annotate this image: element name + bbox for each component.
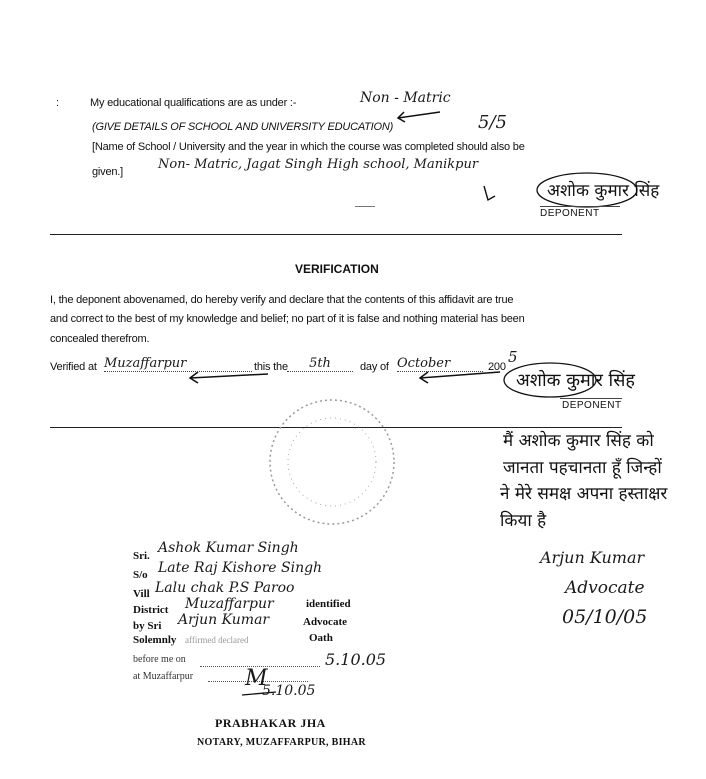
section-divider-1: [50, 234, 622, 235]
notary-designation: NOTARY, MUZAFFARPUR, BIHAR: [197, 737, 366, 748]
advocate-title: Advocate: [565, 578, 645, 598]
verified-place-value: Muzaffarpur: [104, 356, 252, 372]
qualification-label: My educational qualifications are as under :-: [90, 97, 297, 109]
advocate-name: Arjun Kumar: [540, 548, 645, 567]
signature-1-text: अशोक कुमार सिंह: [547, 181, 660, 201]
affirmed-text: affirmed declared: [185, 635, 249, 645]
verification-text-line1: I, the deponent abovenamed, do hereby verify and declare that the contents of this affidavit are true: [50, 294, 514, 306]
oath-label: Oath: [309, 632, 333, 644]
notary-name: PRABHAKAR JHA: [215, 716, 326, 730]
before-label: before me on: [133, 654, 186, 665]
advocate-date: 05/10/05: [562, 606, 648, 628]
day-of-label: day of: [360, 361, 389, 373]
given-label: given.]: [92, 166, 124, 178]
hindi-note-line3: ने मेरे समक्ष अपना हस्ताक्षर: [500, 484, 668, 504]
notary-seal: [262, 392, 402, 532]
signature-line-1: [540, 206, 620, 207]
year-suffix: 5: [508, 348, 518, 366]
signature-2-text: अशोक कुमार सिंह: [516, 370, 635, 391]
by-sri-value: Arjun Kumar: [178, 612, 270, 628]
school-name-instruction: [Name of School / University and the year in which the course was completed should also be: [92, 141, 525, 153]
faint-mark: [355, 206, 375, 207]
year-prefix: 200: [488, 361, 506, 373]
deponent-label-1: DEPONENT: [540, 208, 600, 219]
qualification-value: Non - Matric: [360, 90, 451, 106]
school-value: Non- Matric, Jagat Singh High school, Manikpur: [158, 157, 479, 172]
day-field: [287, 354, 357, 372]
page-mark: 5/5: [478, 112, 507, 133]
verified-place-field: [104, 354, 252, 372]
notary-initials: M: [245, 666, 268, 691]
deponent-signature-1: [535, 168, 705, 210]
sri-value: Ashok Kumar Singh: [158, 540, 299, 556]
by-sri-label: by Sri: [133, 620, 162, 632]
deponent-label-2: DEPONENT: [562, 400, 622, 411]
month-field: [397, 354, 485, 372]
district-label: District: [133, 604, 169, 616]
so-value: Late Raj Kishore Singh: [158, 560, 323, 576]
verification-text-line3: concealed therefrom.: [50, 333, 150, 345]
verification-heading: VERIFICATION: [295, 262, 379, 276]
day-value: 5th: [287, 356, 353, 372]
so-label: S/o: [133, 569, 148, 581]
education-details-note: (GIVE DETAILS OF SCHOOL AND UNIVERSITY EDUCATION): [92, 121, 394, 133]
identified-label: identified: [306, 598, 351, 610]
month-value: October: [397, 356, 483, 372]
district-value: Muzaffarpur: [185, 596, 274, 612]
hindi-note-line1: मैं अशोक कुमार सिंह को: [503, 431, 654, 451]
at-label: at Muzaffarpur: [133, 671, 194, 682]
deponent-signature-2: [500, 352, 705, 400]
signature-line-2: [560, 398, 622, 399]
sri-label: Sri.: [133, 550, 150, 562]
before-date: 5.10.05: [325, 650, 387, 669]
verified-at-label: Verified at: [50, 361, 97, 373]
hindi-note-line4: किया है: [500, 511, 547, 531]
hindi-note-line2: जानता पहचानता हूँ जिन्हों: [503, 458, 662, 478]
bullet-colon: :: [56, 97, 59, 109]
notary-sign-date: 5.10.05: [262, 683, 316, 699]
vill-label: Vill: [133, 588, 150, 600]
advocate-label: Advocate: [303, 616, 347, 628]
solemnly-label: Solemnly: [133, 634, 177, 646]
verification-text-line2: and correct to the best of my knowledge and belief; no part of it is false and nothing material has been: [50, 313, 525, 325]
vill-value: Lalu chak P.S Paroo: [155, 580, 295, 596]
this-the-label: this the: [254, 361, 288, 373]
